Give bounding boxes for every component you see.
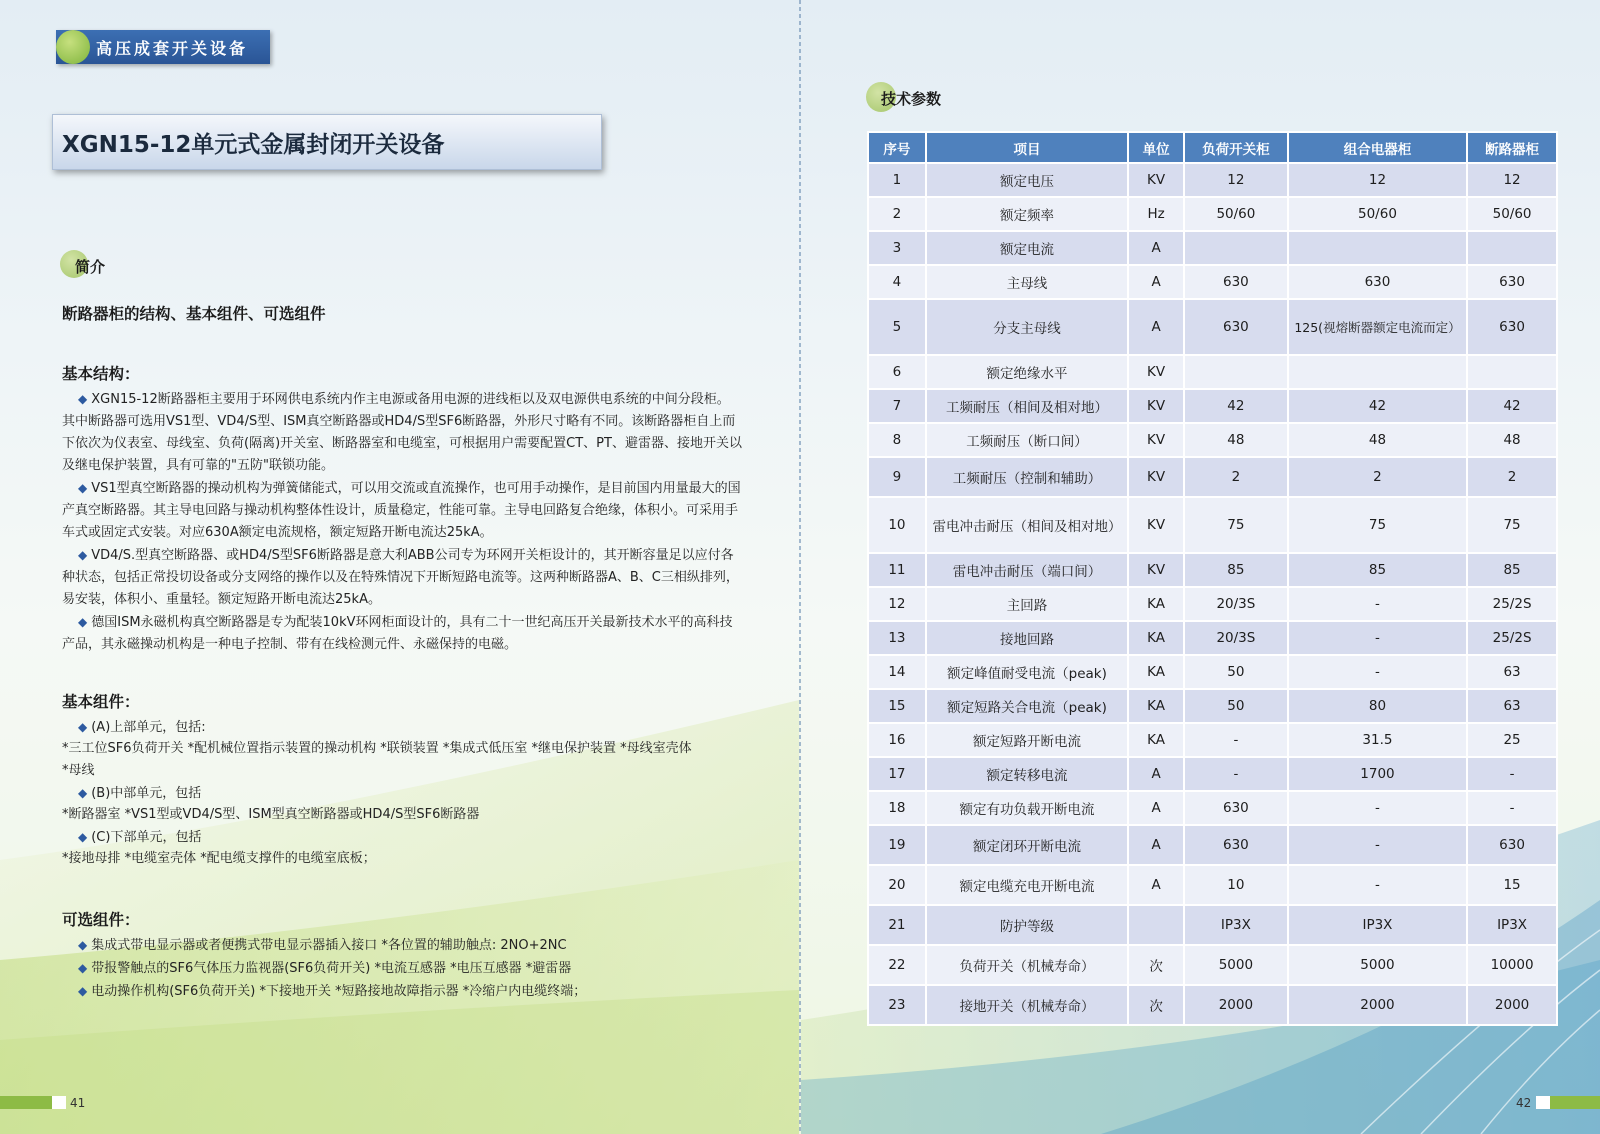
table-cell: 2000 [1288,985,1467,1025]
table-cell: 10 [1184,865,1288,905]
table-cell: 125(视熔断器额定电流而定） [1288,299,1467,355]
table-cell: 主母线 [926,265,1128,299]
table-cell: 次 [1128,985,1184,1025]
table-cell: 2000 [1467,985,1557,1025]
table-cell: 630 [1184,299,1288,355]
table-cell [1467,355,1557,389]
table-cell: 6 [868,355,926,389]
table-cell: 13 [868,621,926,655]
table-cell: 11 [868,553,926,587]
table-cell: 15 [1467,865,1557,905]
table-cell: 10 [868,497,926,553]
table-cell: 接地开关（机械寿命） [926,985,1128,1025]
table-row [868,757,1557,791]
optional-line: ◆ 带报警触点的SF6气体压力监视器(SF6负荷开关) *电流互感器 *电压互感器 *避雷器 [78,961,572,976]
table-cell: 23 [868,985,926,1025]
table-cell: KV [1128,553,1184,587]
table-cell: 42 [1288,389,1467,423]
table-row [868,423,1557,457]
diamond-bullet-icon: ◆ [78,481,88,495]
basic-components-heading: 基本组件： [62,693,140,711]
table-cell: 48 [1467,423,1557,457]
table-cell: 工频耐压（相间及相对地） [926,389,1128,423]
table-cell: 2 [1467,457,1557,497]
table-cell: 防护等级 [926,905,1128,945]
diamond-bullet-icon: ◆ [78,984,88,998]
table-cell: 4 [868,265,926,299]
diamond-bullet-icon: ◆ [78,786,88,800]
table-cell: 3 [868,231,926,265]
table-cell: - [1288,587,1467,621]
table-cell: 630 [1467,299,1557,355]
table-cell: 5 [868,299,926,355]
table-row [868,355,1557,389]
table-cell [1288,355,1467,389]
table-cell: 2 [868,197,926,231]
table-cell: 17 [868,757,926,791]
optional-line: ◆ 集成式带电显示器或者便携式带电显示器插入接口 *各位置的辅助触点: 2NO+2NC [78,938,567,953]
table-cell: 85 [1288,553,1467,587]
header-cell: 序号 [868,132,926,163]
table-cell: 2 [1288,457,1467,497]
table-cell: 20/3S [1184,621,1288,655]
component-line: ◆ (C)下部单元，包括 [78,830,202,845]
table-cell: 16 [868,723,926,757]
page-title: XGN15-12单元式金属封闭开关设备 [62,132,445,158]
table-cell: 25/2S [1467,587,1557,621]
table-cell [1184,231,1288,265]
table-cell: - [1467,757,1557,791]
table-cell: 63 [1467,655,1557,689]
specs-label: 技术参数 [881,90,942,108]
page-number-left: 41 [70,1096,86,1110]
header-cell: 项目 [926,132,1128,163]
table-row [868,497,1557,553]
table-cell: - [1184,723,1288,757]
table-cell: 75 [1288,497,1467,553]
table-cell: 2 [1184,457,1288,497]
table-cell: 12 [1467,163,1557,197]
table-cell: 12 [1184,163,1288,197]
table-row [868,791,1557,825]
table-cell: 85 [1467,553,1557,587]
table-cell: 12 [1288,163,1467,197]
table-cell: IP3X [1467,905,1557,945]
table-cell: KV [1128,423,1184,457]
table-cell: 额定电流 [926,231,1128,265]
table-cell: 630 [1467,265,1557,299]
table-row [868,945,1557,985]
page-number-right: 42 [1516,1096,1532,1110]
table-cell: 21 [868,905,926,945]
paragraph: ◆ VS1型真空断路器的操动机构为弹簧储能式，可以用交流或直流操作，也可用手动操作，是目前国内用量最大的国产真空断路器。其主导电回路与操动机构整体性设计，质量稳定，性能可靠。主导电回路复合绝缘，体积小。可采用手车式或固定式安装。对应630A额定电流规格，额定短路开断电流达25kA。 [62,481,741,540]
table-row [868,457,1557,497]
table-cell: A [1128,791,1184,825]
table-row [868,231,1557,265]
table-cell: 75 [1467,497,1557,553]
header-cell: 断路器柜 [1467,132,1557,163]
diamond-bullet-icon: ◆ [78,938,88,952]
table-row [868,723,1557,757]
table-row [868,825,1557,865]
component-line: *断路器室 *VS1型或VD4/S型、ISM型真空断路器或HD4/S型SF6断路器 [62,807,480,822]
diamond-bullet-icon: ◆ [78,548,88,562]
table-row [868,197,1557,231]
table-cell: 75 [1184,497,1288,553]
table-cell: 负荷开关（机械寿命） [926,945,1128,985]
table-cell: IP3X [1288,905,1467,945]
table-cell: KV [1128,355,1184,389]
intro-subtitle: 断路器柜的结构、基本组件、可选组件 [62,305,326,323]
table-cell: KA [1128,587,1184,621]
table-cell: 63 [1467,689,1557,723]
table-header-row [868,132,1557,163]
table-cell: 额定电缆充电开断电流 [926,865,1128,905]
diamond-bullet-icon: ◆ [78,615,88,629]
table-cell: 630 [1184,825,1288,865]
optional-line: ◆ 电动操作机构(SF6负荷开关) *下接地开关 *短路接地故障指示器 *冷缩户内电缆终端； [78,984,587,999]
table-row [868,689,1557,723]
table-cell: KV [1128,163,1184,197]
table-cell: A [1128,265,1184,299]
left-page [0,0,799,1134]
table-row [868,905,1557,945]
table-row [868,621,1557,655]
table-cell: 额定转移电流 [926,757,1128,791]
intro-label: 简介 [75,258,106,276]
table-cell: 额定短路关合电流（peak) [926,689,1128,723]
table-cell [1184,355,1288,389]
table-cell: IP3X [1184,905,1288,945]
diamond-bullet-icon: ◆ [78,961,88,975]
table-cell: 额定电压 [926,163,1128,197]
table-row [868,587,1557,621]
table-cell: 14 [868,655,926,689]
diamond-bullet-icon: ◆ [78,392,88,406]
component-line: ◆ (A)上部单元，包括: [78,720,206,735]
table-cell: 80 [1288,689,1467,723]
table-row [868,985,1557,1025]
table-cell: 50 [1184,655,1288,689]
table-cell: 630 [1288,265,1467,299]
table-cell: KA [1128,723,1184,757]
table-cell: 额定短路开断电流 [926,723,1128,757]
category-tag-dot [56,30,90,64]
table-cell: 工频耐压（控制和辅助） [926,457,1128,497]
table-cell: 1 [868,163,926,197]
table-row [868,265,1557,299]
table-cell: 10000 [1467,945,1557,985]
table-cell: A [1128,299,1184,355]
table-cell: 630 [1467,825,1557,865]
table-cell: A [1128,865,1184,905]
table-cell: 48 [1288,423,1467,457]
category-tag-label: 高压成套开关设备 [96,39,249,58]
table-cell: 工频耐压（断口间） [926,423,1128,457]
table-cell: A [1128,231,1184,265]
table-row [868,389,1557,423]
table-cell: 50/60 [1184,197,1288,231]
diamond-bullet-icon: ◆ [78,720,88,734]
table-cell: KA [1128,621,1184,655]
table-cell: 5000 [1288,945,1467,985]
table-cell: 额定峰值耐受电流（peak) [926,655,1128,689]
paragraph: ◆ 德国ISM永磁机构真空断路器是专为配装10kV环网柜面设计的，具有二十一世纪高压开关最新技术水平的高科技产品，其永磁操动机构是一种电子控制、带有在线检测元件、永磁保持的电磁。 [62,615,733,652]
table-cell: 18 [868,791,926,825]
paragraph: ◆ XGN15-12断路器柜主要用于环网供电系统内作主电源或备用电源的进线柜以及双电源供电系统的中间分段柜。其中断路器可选用VS1型、VD4/S型、ISM真空断路器或HD4/S型SF6断路器，外形尺寸略有不同。该断路器柜自上而下依次为仪表室、母线室、负荷(隔离)开关室、断路器室和电缆室，可根据用户需要配置CT、PT、避雷器、接地开关以及继电保护装置，具有可靠的"五防"联锁功能。 [62,392,742,473]
table-cell: 接地回路 [926,621,1128,655]
component-line: ◆ (B)中部单元，包括 [78,786,202,801]
table-cell: - [1288,621,1467,655]
table-row [868,655,1557,689]
header-cell: 单位 [1128,132,1184,163]
table-cell: 次 [1128,945,1184,985]
table-cell: KA [1128,689,1184,723]
table-cell: 630 [1184,791,1288,825]
table-cell: 雷电冲击耐压（相间及相对地） [926,497,1128,553]
table-cell: KV [1128,497,1184,553]
table-cell: Hz [1128,197,1184,231]
table-cell [1128,905,1184,945]
table-cell: KV [1128,457,1184,497]
table-cell: - [1288,865,1467,905]
table-cell: 2000 [1184,985,1288,1025]
table-cell: 9 [868,457,926,497]
table-cell: 主回路 [926,587,1128,621]
table-cell: 42 [1467,389,1557,423]
table-cell: 31.5 [1288,723,1467,757]
table-cell: 22 [868,945,926,985]
table-cell: - [1467,791,1557,825]
table-row [868,865,1557,905]
table-cell: KA [1128,655,1184,689]
component-line: *接地母排 *电缆室壳体 *配电缆支撑件的电缆室底板； [62,851,376,866]
optional-components-heading: 可选组件： [62,911,140,929]
table-cell [1288,231,1467,265]
table-cell: 48 [1184,423,1288,457]
table-cell: 12 [868,587,926,621]
component-line: *三工位SF6负荷开关 *配机械位置指示装置的操动机构 *联锁装置 *集成式低压室 *继电保护装置 *母线室壳体 [62,741,692,756]
table-cell: 额定闭环开断电流 [926,825,1128,865]
specs-table [867,131,1558,1026]
table-cell: 额定绝缘水平 [926,355,1128,389]
table-cell: 分支主母线 [926,299,1128,355]
table-cell: 50 [1184,689,1288,723]
table-cell: 25 [1467,723,1557,757]
table-row [868,553,1557,587]
basic-structure-heading: 基本结构： [62,365,140,383]
paragraph: ◆ VD4/S.型真空断路器、或HD4/S型SF6断路器是意大利ABB公司专为环网开关柜设计的，其开断容量足以应付各种状态，包括正常投切设备或分支网络的操作以及在特殊情况下开断短路电流等。这两种断路器A、B、C三相纵排列，易安装，体积小、重量轻。额定短路开断电流达25kA。 [62,548,739,607]
diamond-bullet-icon: ◆ [78,830,88,844]
table-cell: 额定有功负载开断电流 [926,791,1128,825]
header-cell: 组合电器柜 [1288,132,1467,163]
table-cell: 25/2S [1467,621,1557,655]
table-cell: A [1128,757,1184,791]
table-cell: - [1184,757,1288,791]
table-cell: 额定频率 [926,197,1128,231]
table-cell [1467,231,1557,265]
table-body [868,163,1557,1025]
header-cell: 负荷开关柜 [1184,132,1288,163]
table-cell: 50/60 [1288,197,1467,231]
table-cell: 1700 [1288,757,1467,791]
table-cell: 50/60 [1467,197,1557,231]
table-cell: 630 [1184,265,1288,299]
basic-structure-text [62,388,742,656]
table-cell: 19 [868,825,926,865]
table-cell: - [1288,791,1467,825]
table-cell: - [1288,825,1467,865]
table-cell: 85 [1184,553,1288,587]
table-cell: 7 [868,389,926,423]
table-cell: 15 [868,689,926,723]
table-cell: KV [1128,389,1184,423]
table-row [868,163,1557,197]
table-cell: 8 [868,423,926,457]
table-cell: 雷电冲击耐压（端口间） [926,553,1128,587]
component-line: *母线 [62,763,95,778]
table-cell: - [1288,655,1467,689]
table-cell: A [1128,825,1184,865]
table-cell: 5000 [1184,945,1288,985]
table-row [868,299,1557,355]
table-cell: 20 [868,865,926,905]
table-cell: 20/3S [1184,587,1288,621]
table-cell: 42 [1184,389,1288,423]
